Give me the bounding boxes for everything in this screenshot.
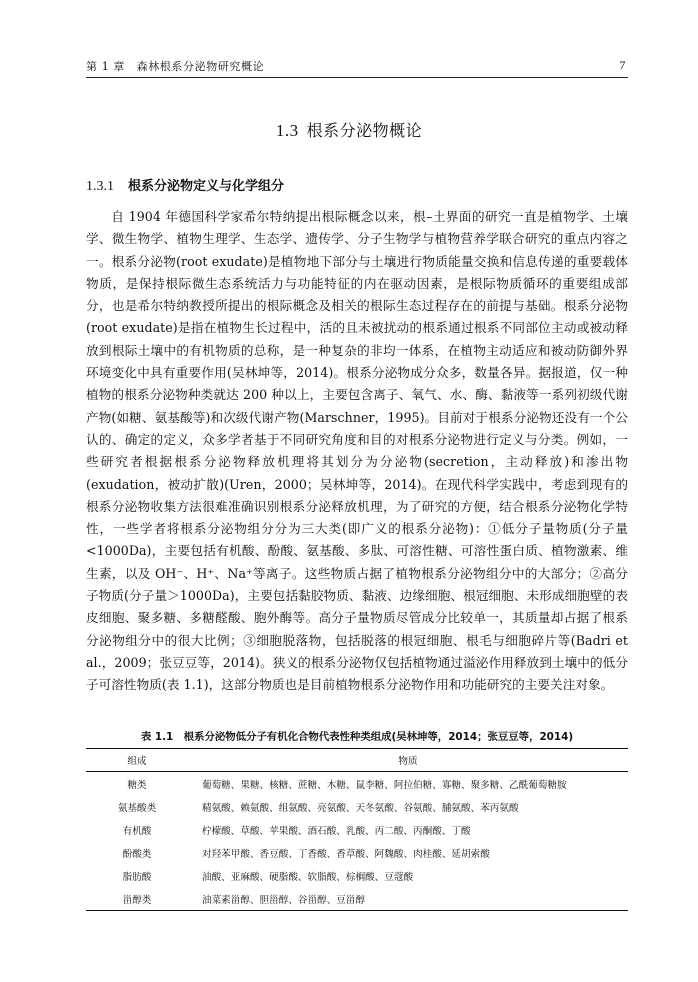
header-rule [86, 77, 628, 78]
table-cell-substances: 对羟苯甲酸、香豆酸、丁香酸、香草酸、阿魏酸、肉桂酸、延胡索酸 [202, 848, 490, 860]
table-cell-group: 酚酸类 [122, 848, 152, 860]
table-cell-substances: 油菜素甾醇、胆甾醇、谷甾醇、豆甾醇 [188, 887, 628, 911]
table-row [86, 772, 628, 796]
section-number: 1.3 [275, 121, 299, 140]
subsection-number: 1.3.1 [86, 179, 114, 194]
table-cell-substances: 葡萄糖、果糖、核糖、蔗糖、木糖、鼠李糖、阿拉伯糖、寡糖、聚多糖、乙酰葡萄糖胺 [202, 779, 567, 791]
table-cell-substances: 柠檬酸、草酸、苹果酸、酒石酸、乳酸、丙二酸、丙酮酸、丁酸 [202, 825, 471, 837]
chapter-title: 第 1 章 森林根系分泌物研究概论 [86, 60, 265, 73]
table-row [86, 818, 628, 841]
table-header-cell: 物质 [188, 749, 628, 772]
table-container [86, 748, 628, 911]
subsection-heading [86, 175, 284, 195]
subsection-title: 根系分泌物定义与化学组分 [128, 179, 285, 194]
page-number: 7 [619, 58, 626, 72]
body-paragraph: 自 1904 年德国科学家希尔特纳提出根际概念以来，根–土界面的研究一直是植物学、土壤学、微生物学、植物生理学、生态学、遗传学、分子生物学与植物营养学联合研究的重点内容之一。根系分泌物(root exudate)是植物地下部分与土壤进行物质能量交换和信息传递的重要载体物质，是保持根际微生态系统活力与功能特征的内在驱动因素，是根际物质循环的重要组成部分，也是希尔特纳教授所提出的根际概念及相关的根际生态过程存在的前提与基础。根系分泌物(root exudate)是指在植物生长过程中，活的且未被扰动的根系通过根系不同部位主动或被动释放到根际土壤中的有机物质的总称，是一种复杂的非均一体系，在植物主动适应和被动防御外界环境变化中具有重要作用(吴林坤等，2014)。根系分泌物成分众多，数量各异。据报道，仅一种植物的根系分泌物种类就达 200 种以上，主要包含离子、氧气、水、酶、黏液等一系列初级代谢产物(如糖、氨基酸等)和次级代谢产物(Marschner，1995)。目前对于根系分泌物还没有一个公认的、确定的定义，众多学者基于不同研究角度和目的对根系分泌物进行定义与分类。例如，一些研究者根据根系分泌物释放机理将其划分为分泌物(secretion，主动释放)和渗出物(exudation，被动扩散)(Uren，2000；吴林坤等，2014)。在现代科学实践中，考虑到现有的根系分泌物收集方法很难准确识别根系分泌释放机理，为了研究的方便，结合根系分泌物化学特性，一些学者将根系分泌物组分分为三大类(即广义的根系分泌物)：①低分子量物质(分子量<1000Da)，主要包括有机酸、酚酸、氨基酸、多肽、可溶性糖、可溶性蛋白质、植物激素、维生素，以及 OH⁻、H⁺、Na⁺等离子。这些物质占据了植物根系分泌物组分中的大部分；②高分子物质(分子量＞1000Da)，主要包括黏胶物质、黏液、边缘细胞、根冠细胞、未形成细胞壁的表皮细胞、聚多糖、多糖醛酸、胞外酶等。高分子量物质尽管成分比较单一，其质量却占据了根系分泌物组分中的很大比例；③细胞脱落物，包括脱落的根冠细胞、根毛与细胞碎片等(Badri et al.，2009；张豆豆等，2014)。狭义的根系分泌物仅包括植物通过溢泌作用释放到土壤中的低分子可溶性物质(表 1.1)，这部分物质也是目前植物根系分泌物作用和功能研究的主要关注对象。 [86, 209, 628, 693]
table-row [86, 841, 628, 864]
table-row [86, 795, 628, 818]
table-row [86, 887, 628, 911]
table-header-cell: 组成 [86, 749, 188, 772]
table-cell-group: 糖类 [127, 779, 147, 791]
table-cell-group: 脂肪酸 [122, 871, 152, 883]
table-row [86, 864, 628, 887]
table-cell-substances: 精氨酸、赖氨酸、组氨酸、亮氨酸、天冬氨酸、谷氨酸、脯氨酸、苯丙氨酸 [202, 802, 519, 814]
section-title: 根系分泌物概论 [306, 121, 423, 140]
table-cell-substances: 油酸、亚麻酸、硬脂酸、软脂酸、棕榈酸、豆蔻酸 [202, 871, 414, 883]
running-head [86, 58, 626, 76]
composition-table [86, 748, 628, 911]
section-heading [0, 118, 698, 141]
table-header-row [86, 749, 628, 772]
table-cell-group: 氨基酸类 [117, 802, 157, 814]
table-cell-group: 有机酸 [122, 825, 152, 837]
table-cell-group: 甾醇类 [86, 887, 188, 911]
table-caption: 表 1.1 根系分泌物低分子有机化合物代表性种类组成(吴林坤等，2014；张豆豆等，2014) [140, 731, 574, 743]
